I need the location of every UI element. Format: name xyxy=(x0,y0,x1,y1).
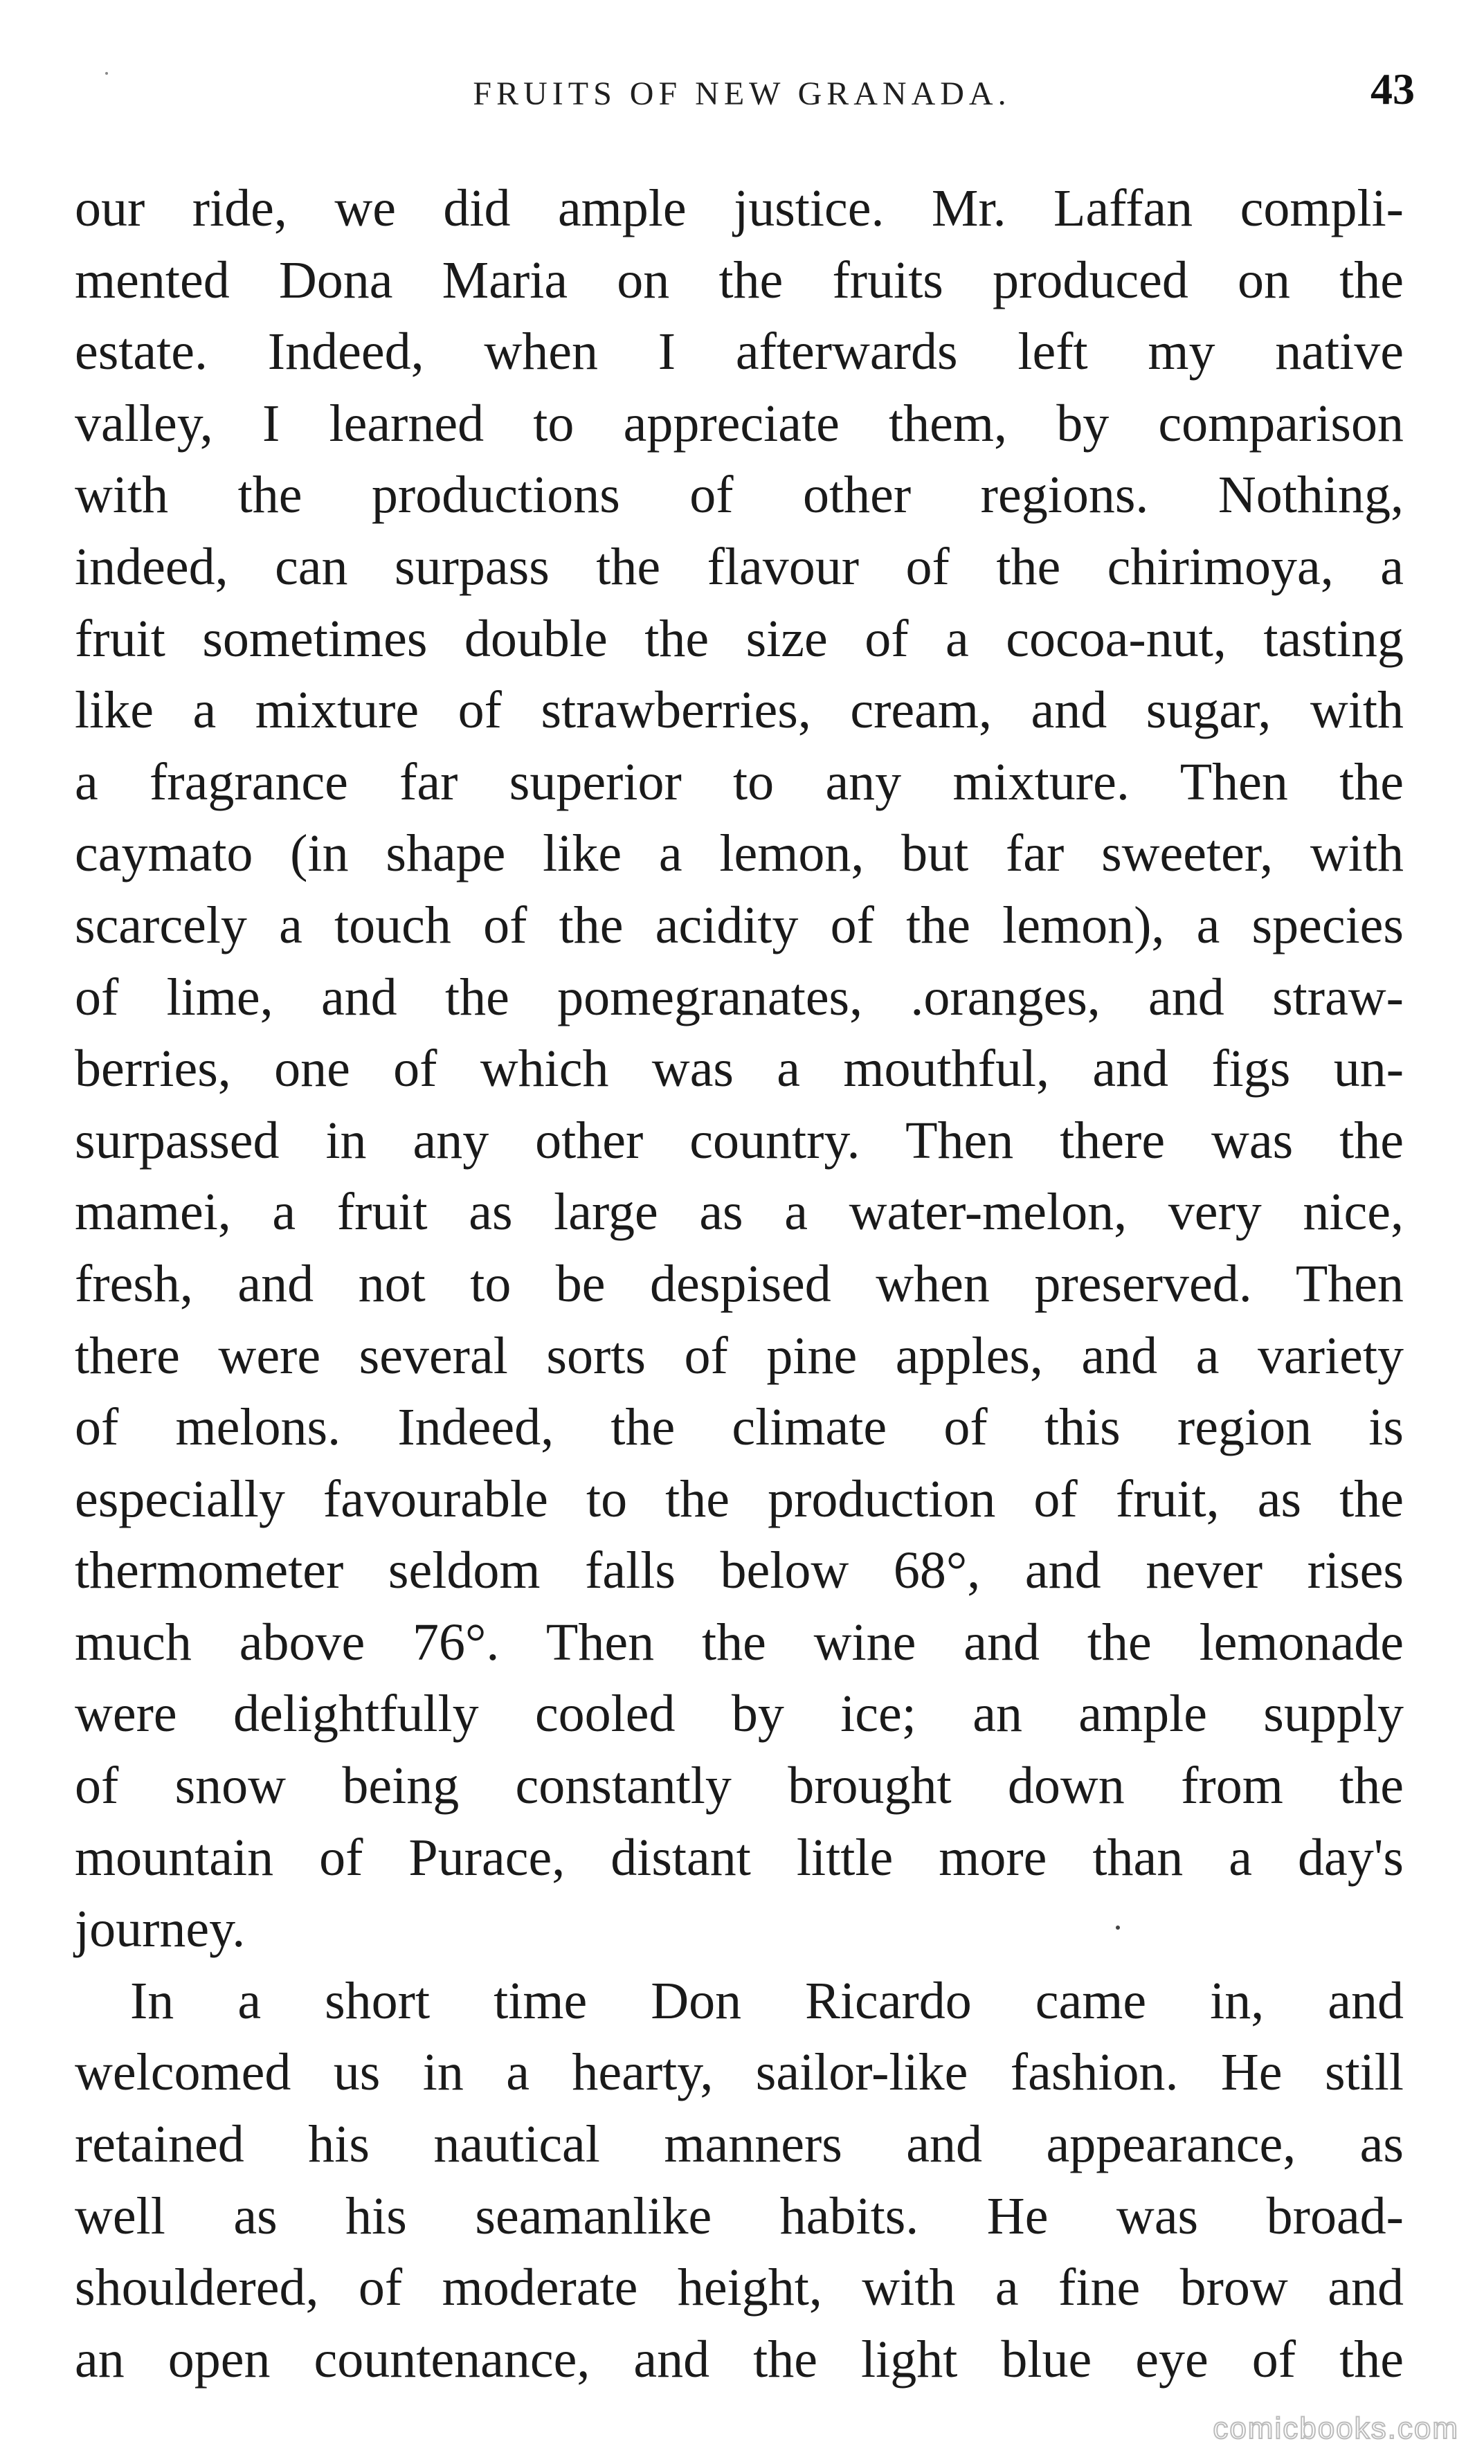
text-line: an open countenance, and the light blue eye of the xyxy=(75,2330,1404,2389)
text-line: estate. Indeed, when I afterwards left my native xyxy=(75,323,1404,381)
text-line: fresh, and not to be despised when preserved. Then xyxy=(75,1254,1404,1313)
text-line-paragraph-start: In a short time Don Ricardo came in, and xyxy=(130,1971,1404,2030)
page-number: 43 xyxy=(1370,64,1415,114)
text-line: thermometer seldom falls below 68°, and never rises xyxy=(75,1541,1404,1600)
text-line: fruit sometimes double the size of a cocoa-nut, tasting xyxy=(75,609,1404,668)
text-line: mented Dona Maria on the fruits produced on the xyxy=(75,251,1404,309)
text-line: of snow being constantly brought down from the xyxy=(75,1757,1404,1815)
text-line: scarcely a touch of the acidity of the lemon), a species xyxy=(75,896,1404,954)
print-speck xyxy=(105,72,108,75)
text-line: much above 76°. Then the wine and the lemonade xyxy=(75,1613,1404,1672)
running-title: FRUITS OF NEW GRANADA. xyxy=(473,75,1011,112)
text-line: our ride, we did ample justice. Mr. Laffan compli- xyxy=(75,179,1404,237)
text-line: indeed, can surpass the flavour of the chirimoya, a xyxy=(75,537,1404,596)
text-line: mountain of Purace, distant little more than a day's xyxy=(75,1828,1404,1887)
body-text xyxy=(75,173,1404,2395)
text-line: with the productions of other regions. Nothing, xyxy=(75,466,1404,525)
text-line: of melons. Indeed, the climate of this region is xyxy=(75,1398,1404,1457)
text-line: berries, one of which was a mouthful, and figs un- xyxy=(75,1040,1404,1098)
print-speck xyxy=(1116,1926,1120,1930)
text-line: like a mixture of strawberries, cream, and sugar, with xyxy=(75,681,1404,740)
text-line: shouldered, of moderate height, with a fine brow and xyxy=(75,2258,1404,2317)
text-line: surpassed in any other country. Then there was the xyxy=(75,1111,1404,1170)
text-line: were delightfully cooled by ice; an ample supply xyxy=(75,1685,1404,1743)
text-line: caymato (in shape like a lemon, but far sweeter, with xyxy=(75,824,1404,883)
text-line: especially favourable to the production of fruit, as the xyxy=(75,1469,1404,1528)
running-head xyxy=(69,64,1415,126)
text-line: mamei, a fruit as large as a water-melon, very nice, xyxy=(75,1183,1404,1242)
text-line: a fragrance far superior to any mixture. Then the xyxy=(75,752,1404,811)
text-line: of lime, and the pomegranates, .oranges, and straw- xyxy=(75,968,1404,1026)
text-line: welcomed us in a hearty, sailor-like fashion. He still xyxy=(75,2043,1404,2102)
watermark-logo: comicbooks.com xyxy=(1213,2411,1459,2445)
text-line: there were several sorts of pine apples, and a variety xyxy=(75,1326,1404,1385)
text-line: valley, I learned to appreciate them, by comparison xyxy=(75,394,1404,453)
text-line: retained his nautical manners and appearance, as xyxy=(75,2115,1404,2174)
text-line-paragraph-end: journey. xyxy=(75,1900,246,1959)
text-line: well as his seamanlike habits. He was broad- xyxy=(75,2186,1404,2245)
